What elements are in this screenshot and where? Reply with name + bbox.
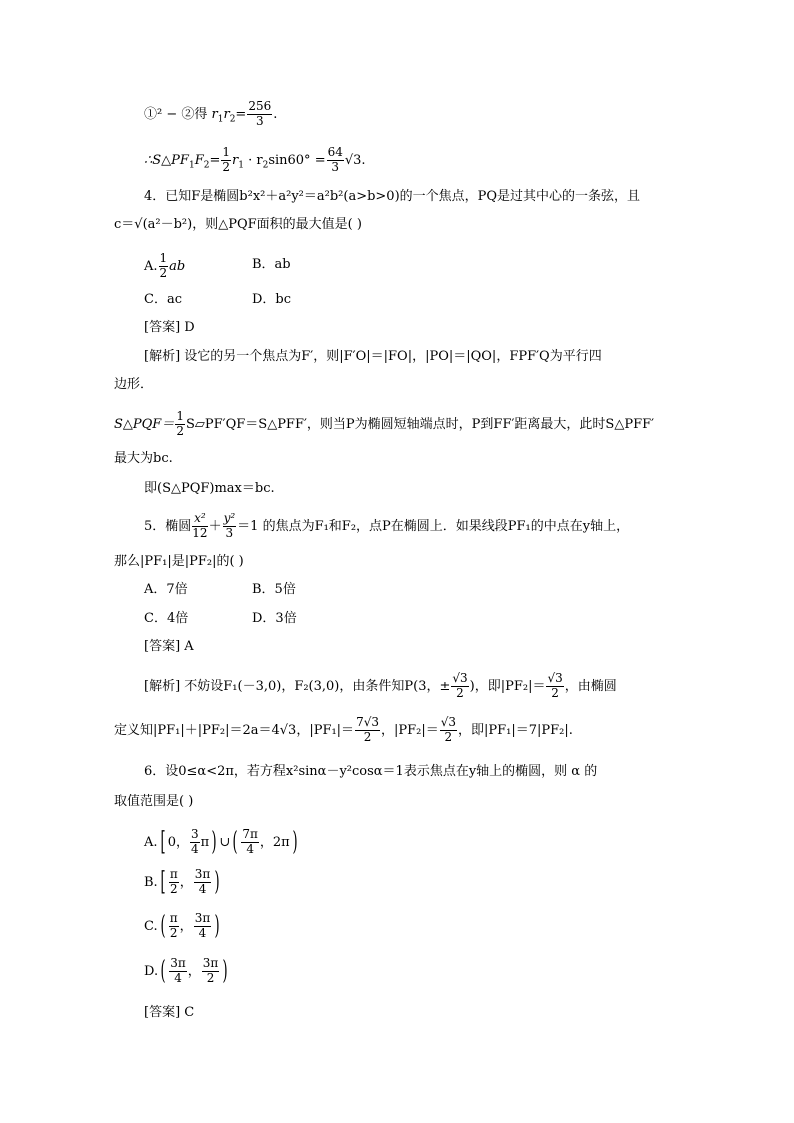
q6-option-a [144,828,300,857]
q4-analysis-line-4: 最大为bc. [114,451,173,466]
text: ，2π [259,834,290,850]
q5-option-d: D．3倍 [252,611,297,626]
numerator: 64 [327,145,343,159]
q4-stem-line-2: c＝√(a²－b²)，则△PQF面积的最大值是( ) [114,217,362,232]
text: 5．椭圆 [144,518,192,534]
numerator: 1 [176,409,184,423]
subscript: 1 [188,160,195,171]
q4-analysis-line-3 [114,410,654,439]
fraction [327,146,344,175]
q6-stem-line-2: 取值范围是( ) [114,794,194,809]
text: . [273,106,278,122]
text: F [194,152,204,168]
text: A. [144,834,158,850]
right-paren: ) [211,827,217,858]
fraction [169,868,179,897]
left-paren: ( [160,911,166,942]
numerator: y² [223,511,236,525]
denominator: 12 [192,525,208,540]
text: ，由椭圆 [564,678,617,694]
text: sin60° = [268,152,326,168]
q4-analysis-line-2: 边形． [114,377,154,392]
text: r [232,152,239,168]
numerator: 256 [248,99,272,113]
text: B. [144,874,158,890]
numerator: 7√3 [356,715,379,729]
text: [解析] 不妨设F₁(－3,0)，F₂(3,0)，由条件知P(3，± [144,678,451,694]
text: 定义知|PF₁|＋|PF₂|＝2a＝4√3，|PF₁|＝ [114,722,355,738]
text: )，即|PF₂|＝ [469,678,546,694]
fraction [192,512,207,541]
denominator: 2 [169,881,178,896]
denominator: 2 [363,729,372,744]
numerator: 1 [222,145,230,159]
numerator: x² [194,511,206,525]
text: ①² − ②得 [144,106,212,122]
subscript: 1 [217,114,224,125]
numerator: √3 [440,715,457,729]
text: ，|PF₂|＝ [380,722,439,738]
text: 0， [167,834,189,850]
q4-option-c: C．ac [144,292,182,307]
numerator: √3 [452,671,468,685]
text: S△PQF＝ [114,416,175,432]
q4-analysis-line-5: 即(S△PQF)max＝bc. [144,481,275,496]
derivation-line-1 [144,100,277,129]
denominator: 4 [198,881,207,896]
left-paren: ( [160,956,166,987]
fraction [194,868,212,897]
q6-stem-line-1: 6．设0≤α<2π，若方程x²sinα－y²cosα＝1表示焦点在y轴上的椭圆，则 α 的 [144,764,598,779]
denominator: 2 [456,685,464,700]
denominator: 2 [169,925,178,940]
subscript: 2 [229,114,236,125]
numerator: 3π [202,956,219,970]
q4-answer: [答案] D [144,320,195,335]
denominator: 3 [225,525,234,540]
text: ∴S△PF [144,152,189,168]
numerator: 3π [170,956,186,970]
left-paren: ( [232,827,238,858]
denominator: 3 [255,113,264,128]
q6-option-b: B.[ $\frac{\pi}{2}$ ， $\frac{3\pi}{4}$ ) [144,867,220,898]
text: A. [144,258,158,274]
denominator: 2 [444,729,453,744]
right-paren: ) [222,956,228,987]
fraction [169,912,179,941]
q5-option-c: C．4倍 [144,611,189,626]
text: ，即|PF₁|＝7|PF₂|. [458,722,573,738]
text: D. [144,963,159,979]
denominator: 2 [159,265,168,280]
q6-option-d: D.( $\frac{3\pi}{4}$ ， $\frac{3\pi}{2}$ ) [144,956,228,987]
subscript: 1 [238,160,244,171]
q5-answer: [答案] A [144,639,194,654]
numerator: 1 [159,251,168,265]
fraction [194,912,212,941]
q5-option-b: B．5倍 [252,582,296,597]
fraction [175,410,185,439]
q4-option-b: B．ab [252,257,291,272]
q4-analysis-line-1: [解析] 设它的另一个焦点为F′，则|F′O|＝|FO|，|PO|＝|QO|，FPF′Q为平行四 [144,349,602,364]
q5-analysis-line-2 [114,716,573,745]
q6-answer: [答案] C [144,1005,195,1020]
denominator: 2 [206,970,215,985]
fraction [451,672,468,701]
fraction [159,252,169,281]
right-paren: ) [214,911,220,942]
numerator: √3 [547,671,563,685]
text: √3. [344,152,366,168]
q5-analysis-line-1 [144,672,617,701]
text: ＋ [208,518,222,534]
fraction [546,672,563,701]
numerator: 3 [190,827,199,841]
text: ∪ [219,834,231,850]
text: π [200,834,210,850]
fraction [223,512,237,541]
fraction [169,957,187,986]
text: r [223,106,230,122]
left-bracket: [ [160,827,166,858]
denominator: 4 [198,925,207,940]
fraction [241,828,259,857]
subscript: 2 [262,160,269,171]
q4-option-a [144,252,185,281]
fraction [190,828,200,857]
text: r [211,106,218,122]
numerator: π [169,867,178,881]
text: S▱PF′QF＝S△PFF′，则当P为椭圆短轴端点时，P到FF′距离最大，此时S△PFF′ [185,416,655,432]
q4-option-d: D．bc [252,292,292,307]
denominator: 2 [222,159,230,174]
q5-stem-line-2: 那么|PF₁|是|PF₂|的( ) [114,554,244,569]
fraction [355,716,380,745]
q5-stem-line-1 [144,512,629,541]
right-paren: ) [292,827,298,858]
derivation-line-2 [144,146,366,175]
left-bracket: [ [160,867,166,898]
numerator: 3π [194,911,211,925]
q6-option-c: C.( $\frac{\pi}{2}$ ， $\frac{3\pi}{4}$ ) [144,911,220,942]
q5-option-a: A．7倍 [144,582,188,597]
fraction [247,100,272,129]
denominator: 4 [174,970,182,985]
right-paren: ) [214,867,220,898]
text: = [209,152,221,168]
denominator: 4 [190,841,199,856]
denominator: 2 [551,685,559,700]
text: ab [169,258,186,274]
text: ＝1 的焦点为F₁和F₂，点P在椭圆上．如果线段PF₁的中点在y轴上， [237,518,630,534]
numerator: 3π [194,867,211,881]
numerator: 7π [242,827,258,841]
denominator: 2 [176,423,184,438]
numerator: π [169,911,178,925]
q4-stem-line-1: 4．已知F是椭圆b²x²＋a²y²＝a²b²(a>b>0)的一个焦点，PQ是过其中心的一条弦，且 [144,189,641,204]
text: = [235,106,247,122]
fraction [202,957,220,986]
denominator: 3 [331,159,340,174]
fraction [221,146,231,175]
fraction [440,716,457,745]
text: C. [144,918,158,934]
text: · r [243,152,263,168]
denominator: 4 [246,841,254,856]
subscript: 2 [203,160,210,171]
